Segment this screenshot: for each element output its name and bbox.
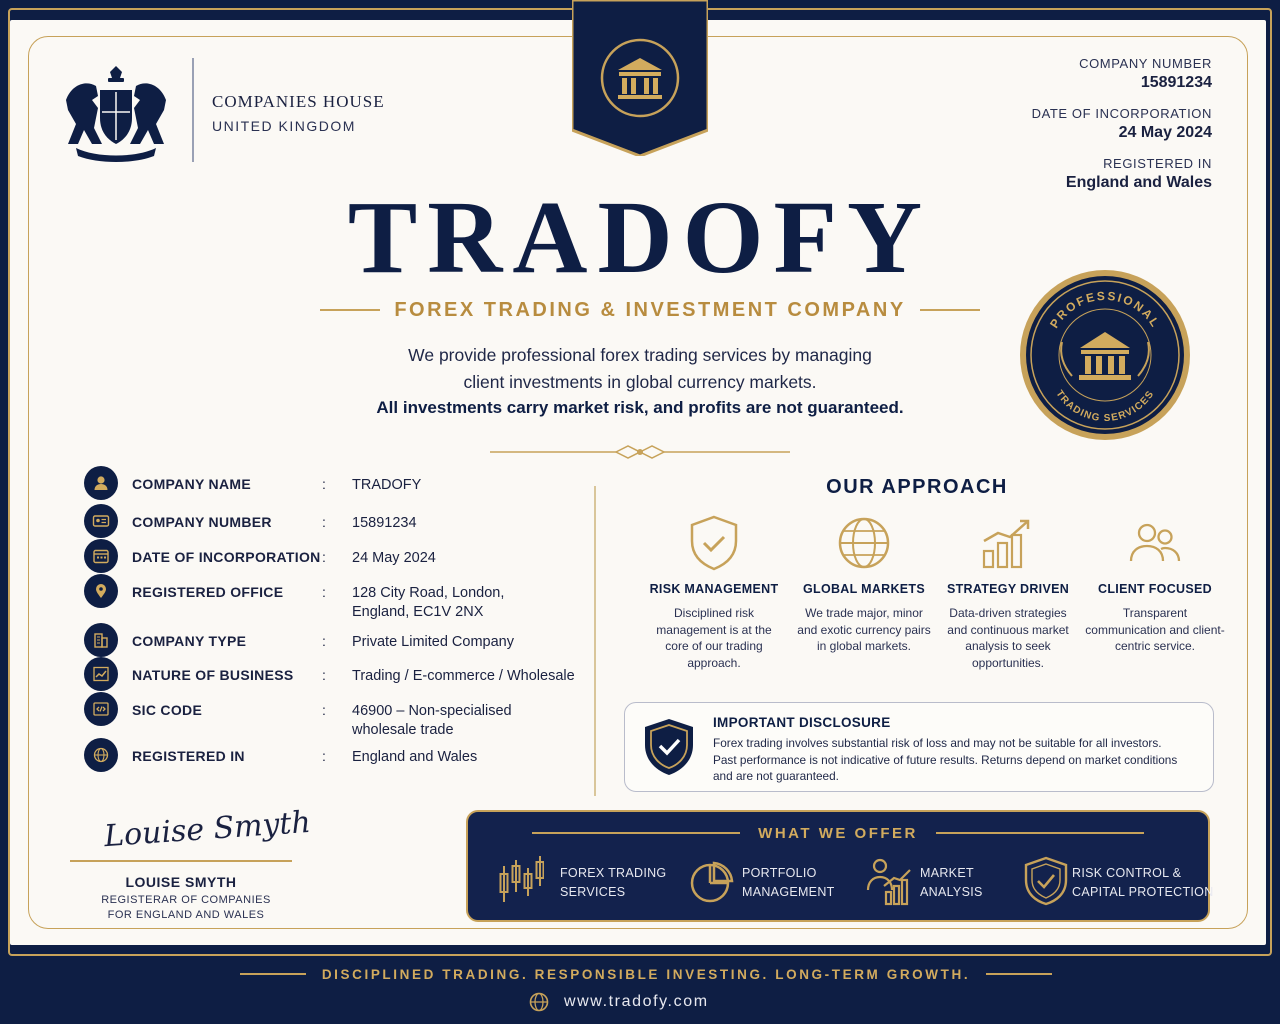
signature-line xyxy=(70,860,292,862)
approach-item-title: GLOBAL MARKETS xyxy=(802,582,926,596)
tagline-row xyxy=(320,296,980,324)
offer-item-label xyxy=(920,864,983,902)
intro-line-2: client investments in global currency markets. xyxy=(463,372,817,392)
approach-item-risk-management xyxy=(644,512,784,671)
disclosure-text: Forex trading involves substantial risk of loss and may not be suitable for all investors. Past performance is not indicative of future results. Returns depend on market conditions and are not guaranteed. xyxy=(713,736,1178,783)
signatory-role xyxy=(70,893,302,923)
approach-item-text: Data-driven strategies and continuous market analysis to seek opportunities. xyxy=(947,606,1069,670)
id-card-icon xyxy=(84,504,118,538)
users-icon xyxy=(1125,515,1185,571)
signature: Louise Smyth xyxy=(103,804,312,855)
chart-icon xyxy=(84,657,118,691)
detail-value: 128 City Road, London, England, EC1V 2NX xyxy=(352,585,505,620)
professional-seal xyxy=(1018,268,1192,442)
offer-item-line1: RISK CONTROL & xyxy=(1072,866,1182,880)
offer-item-line2: CAPITAL PROTECTION xyxy=(1072,885,1214,899)
footer-rule-left xyxy=(240,973,306,975)
detail-label: NATURE OF BUSINESS xyxy=(132,667,294,683)
detail-value: 15891234 xyxy=(352,515,417,531)
disclosure-title: IMPORTANT DISCLOSURE xyxy=(713,715,891,730)
offer-item-line2: MANAGEMENT xyxy=(742,885,835,899)
company-number-value: 15891234 xyxy=(1140,74,1212,91)
detail-label: COMPANY NAME xyxy=(132,476,251,492)
globe-icon xyxy=(528,991,550,1013)
tagline-rule-right xyxy=(920,309,980,311)
disclosure-box xyxy=(624,702,1214,792)
incorporation-value: 24 May 2024 xyxy=(1118,124,1212,141)
offer-title: WHAT WE OFFER xyxy=(758,824,918,842)
detail-separator: : xyxy=(322,476,326,492)
signatory-name: LOUISE SMYTH xyxy=(125,874,237,890)
footer-motto-row xyxy=(240,962,1052,986)
registered-in-label: REGISTERED IN xyxy=(1103,156,1212,171)
detail-value: 46900 – Non-specialised wholesale trade xyxy=(352,703,512,738)
top-banner xyxy=(572,0,708,156)
approach-item-title: CLIENT FOCUSED xyxy=(1098,582,1212,596)
detail-label: COMPANY TYPE xyxy=(132,633,247,649)
detail-value: 24 May 2024 xyxy=(352,550,436,566)
authority-title: COMPANIES HOUSE xyxy=(212,92,385,111)
detail-label: COMPANY NUMBER xyxy=(132,514,272,530)
detail-separator: : xyxy=(322,549,326,565)
detail-separator: : xyxy=(322,702,326,718)
seal-bottom-text: TRADING SERVICES xyxy=(1053,388,1157,425)
detail-value: Private Limited Company xyxy=(352,634,514,650)
detail-separator: : xyxy=(322,633,326,649)
seal-top-text: PROFESSIONAL xyxy=(1047,288,1163,331)
brand-name: TRADOFY xyxy=(347,180,933,295)
offer-item-line2: ANALYSIS xyxy=(920,885,983,899)
signatory-role-line2: FOR ENGLAND AND WALES xyxy=(107,909,265,921)
tagline-rule-left xyxy=(320,309,380,311)
approach-title: OUR APPROACH xyxy=(826,476,1008,498)
detail-value: Trading / E-commerce / Wholesale xyxy=(352,668,575,684)
detail-value: England and Wales xyxy=(352,749,478,765)
approach-item-strategy-driven xyxy=(938,512,1078,671)
approach-item-text: We trade major, minor and exotic currency pairs in global markets. xyxy=(797,606,931,653)
offer-item-label xyxy=(1072,864,1214,902)
globe-icon xyxy=(84,738,118,772)
offer-item-line1: MARKET xyxy=(920,866,974,880)
ornament-divider xyxy=(490,440,790,464)
offer-panel xyxy=(466,810,1214,922)
incorporation-label: DATE OF INCORPORATION xyxy=(1031,106,1212,121)
company-number-label: COMPANY NUMBER xyxy=(1079,56,1212,71)
intro-line-1: We provide professional forex trading services by managing xyxy=(408,345,872,365)
detail-separator: : xyxy=(322,748,326,764)
tagline: FOREX TRADING & INVESTMENT COMPANY xyxy=(394,298,906,321)
globe-icon xyxy=(836,515,892,571)
authority-subtitle: UNITED KINGDOM xyxy=(212,118,356,134)
location-pin-icon xyxy=(84,574,118,608)
analyst-chart-icon xyxy=(864,856,912,906)
detail-label: REGISTERED OFFICE xyxy=(132,584,284,600)
footer-motto: DISCIPLINED TRADING. RESPONSIBLE INVESTING. LONG-TERM GROWTH. xyxy=(321,966,971,982)
shield-check-icon xyxy=(641,715,697,779)
building-icon xyxy=(84,623,118,657)
approach-item-title: STRATEGY DRIVEN xyxy=(946,582,1070,596)
footer-rule-right xyxy=(986,973,1052,975)
offer-item-label xyxy=(742,864,835,902)
detail-separator: : xyxy=(322,667,326,683)
code-icon xyxy=(84,692,118,726)
offer-item-label xyxy=(560,864,666,902)
pie-chart-icon xyxy=(688,856,736,906)
offer-item-line1: PORTFOLIO xyxy=(742,866,817,880)
approach-item-title: RISK MANAGEMENT xyxy=(649,582,779,596)
bar-chart-trend-icon xyxy=(978,515,1038,571)
offer-rule-left xyxy=(532,832,740,834)
detail-label: DATE OF INCORPORATION xyxy=(132,549,321,565)
shield-check-icon xyxy=(686,513,742,573)
detail-label: REGISTERED IN xyxy=(132,748,245,764)
registered-in-value: England and Wales xyxy=(1065,174,1212,191)
risk-statement: All investments carry market risk, and profits are not guaranteed. xyxy=(376,398,904,417)
offer-rule-right xyxy=(936,832,1144,834)
person-icon xyxy=(84,466,118,500)
approach-item-client-focused xyxy=(1085,512,1225,655)
header-divider xyxy=(192,58,194,162)
calendar-icon xyxy=(84,539,118,573)
detail-label: SIC CODE xyxy=(132,702,203,718)
shield-check-icon xyxy=(1022,856,1070,906)
approach-item-text: Transparent communication and client-centric service. xyxy=(1085,606,1225,653)
intro-text xyxy=(300,342,980,396)
royal-crest-icon xyxy=(56,60,176,164)
approach-item-text: Disciplined risk management is at the core of our trading approach. xyxy=(656,606,772,670)
footer-website[interactable] xyxy=(528,990,709,1014)
detail-separator: : xyxy=(322,514,326,530)
signatory-role-line1: REGISTERAR OF COMPANIES xyxy=(101,894,271,906)
detail-separator: : xyxy=(322,584,326,600)
detail-value: TRADOFY xyxy=(352,477,422,493)
candlestick-icon xyxy=(496,856,544,906)
approach-item-global-markets xyxy=(794,512,934,655)
offer-item-line2: SERVICES xyxy=(560,885,626,899)
website-link[interactable]: www.tradofy.com xyxy=(564,993,709,1010)
offer-item-line1: FOREX TRADING xyxy=(560,866,667,880)
section-divider xyxy=(594,486,596,796)
